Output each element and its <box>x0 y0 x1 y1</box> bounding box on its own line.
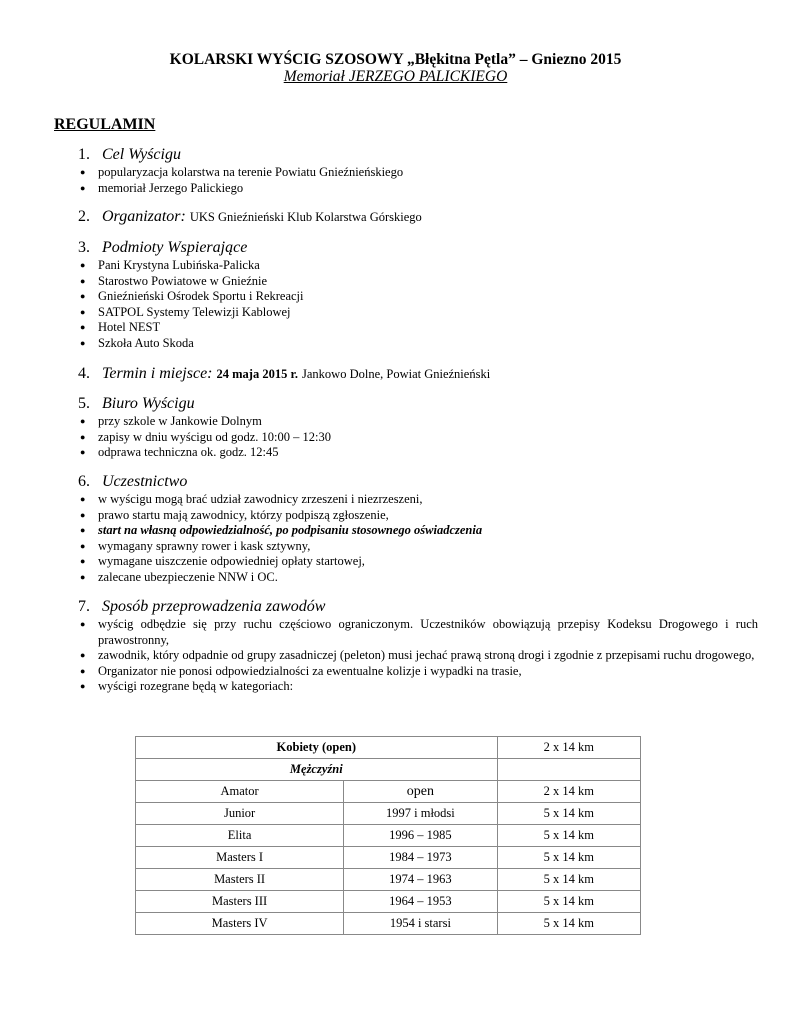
table-row <box>136 891 641 913</box>
list-item: ● odprawa techniczna ok. godz. 12:45 <box>78 445 758 461</box>
document-subtitle: Memoriał JERZEGO PALICKIEGO <box>283 68 508 85</box>
list-item: ● zalecane ubezpieczenie NNW i OC. <box>78 570 758 586</box>
table-cell-group-header: Mężczyźni <box>136 759 498 781</box>
list-item: ● wyścig odbędzie się przy ruchu częściowo ograniczonym. Uczestników obowiązują przepisy Kodeksu Drogowego i ruch prawostronny, <box>78 617 758 648</box>
table-cell-category: Junior <box>136 803 344 825</box>
event-place: Jankowo Dolne, Powiat Gnieźnieński <box>302 367 491 381</box>
table-row <box>136 847 641 869</box>
table-row <box>136 781 641 803</box>
table-cell-years: 1984 – 1973 <box>344 847 497 869</box>
table-cell-category: Masters II <box>136 869 344 891</box>
table-cell-distance: 5 x 14 km <box>497 869 640 891</box>
list-item: ● memoriał Jerzego Palickiego <box>78 181 758 197</box>
list-item: ● Starostwo Powiatowe w Gnieźnie <box>78 274 758 290</box>
table-cell-category: Kobiety (open) <box>136 737 498 759</box>
section-number: 7. <box>78 598 90 615</box>
table-cell-years: 1964 – 1953 <box>344 891 497 913</box>
section-organizator <box>78 207 758 227</box>
section-cel-wyscigu <box>78 145 758 196</box>
table-row <box>136 869 641 891</box>
list-item: ● wyścigi rozegrane będą w kategoriach: <box>78 679 758 695</box>
bullet-list <box>78 414 758 461</box>
table-cell-distance: 2 x 14 km <box>497 781 640 803</box>
section-termin-i-miejsce <box>78 364 758 384</box>
table-cell-years: 1997 i młodsi <box>344 803 497 825</box>
regulamin-heading: REGULAMIN <box>54 116 156 133</box>
section-number: 6. <box>78 473 90 490</box>
table-row <box>136 737 641 759</box>
table-cell-years: 1954 i starsi <box>344 913 497 935</box>
section-title: Termin i miejsce: <box>102 365 213 382</box>
list-item: ● zawodnik, który odpadnie od grupy zasadniczej (peleton) musi jechać prawą stroną drogi i zgodnie z przepisami ruchu drogowego, <box>78 648 758 664</box>
categories-table <box>135 736 641 935</box>
table-cell-years: 1974 – 1963 <box>344 869 497 891</box>
list-item: ● prawo startu mają zawodnicy, którzy podpiszą zgłoszenie, <box>78 508 758 524</box>
table-cell-category: Masters IV <box>136 913 344 935</box>
section-number: 2. <box>78 208 90 225</box>
list-item: ● popularyzacja kolarstwa na terenie Powiatu Gnieźnieńskiego <box>78 165 758 181</box>
table-cell-empty <box>497 759 640 781</box>
table-row <box>136 759 641 781</box>
table-cell-category: Masters I <box>136 847 344 869</box>
list-item: ● SATPOL Systemy Telewizji Kablowej <box>78 305 758 321</box>
section-heading <box>78 472 758 492</box>
section-title: Cel Wyścigu <box>102 146 181 163</box>
section-title: Uczestnictwo <box>102 473 188 490</box>
section-sposob-przeprowadzenia <box>78 597 758 695</box>
table-cell-category: Amator <box>136 781 344 803</box>
section-title: Sposób przeprowadzenia zawodów <box>102 598 326 615</box>
list-item: ● Gnieźnieński Ośrodek Sportu i Rekreacji <box>78 289 758 305</box>
section-title: Biuro Wyścigu <box>102 395 195 412</box>
list-item: ● wymagane uiszczenie odpowiedniej opłaty startowej, <box>78 554 758 570</box>
organizer-name: UKS Gnieźnieński Klub Kolarstwa Górskiego <box>189 210 422 224</box>
section-heading <box>78 394 758 414</box>
table-cell-distance: 2 x 14 km <box>497 737 640 759</box>
table-cell-distance: 5 x 14 km <box>497 913 640 935</box>
table-cell-distance: 5 x 14 km <box>497 825 640 847</box>
table-cell-category: Elita <box>136 825 344 847</box>
list-item: ● w wyścigu mogą brać udział zawodnicy zrzeszeni i niezrzeszeni, <box>78 492 758 508</box>
event-date: 24 maja 2015 r. <box>216 367 298 381</box>
list-item-emphasized: ● start na własną odpowiedzialność, po podpisaniu stosownego oświadczenia <box>78 523 758 539</box>
bullet-list <box>78 492 758 586</box>
bullet-list <box>78 258 758 352</box>
table-cell-category: Masters III <box>136 891 344 913</box>
document-title: KOLARSKI WYŚCIG SZOSOWY „Błękitna Pętla” – Gniezno 2015 <box>169 51 622 68</box>
section-uczestnictwo <box>78 472 758 586</box>
list-item: ● przy szkole w Jankowie Dolnym <box>78 414 758 430</box>
section-number: 4. <box>78 365 90 382</box>
section-podmioty-wspierajace <box>78 238 758 352</box>
section-biuro-wyscigu <box>78 394 758 461</box>
section-heading <box>78 597 758 617</box>
section-title: Organizator: <box>102 208 186 225</box>
table-cell-distance: 5 x 14 km <box>497 891 640 913</box>
table-row <box>136 913 641 935</box>
table-row <box>136 803 641 825</box>
list-item: ● zapisy w dniu wyścigu od godz. 10:00 – 12:30 <box>78 430 758 446</box>
section-heading <box>78 207 758 227</box>
list-item: ● Hotel NEST <box>78 320 758 336</box>
section-number: 5. <box>78 395 90 412</box>
list-item: ● Organizator nie ponosi odpowiedzialności za ewentualne kolizje i wypadki na trasie, <box>78 664 758 680</box>
table-row <box>136 825 641 847</box>
table-cell-distance: 5 x 14 km <box>497 847 640 869</box>
table-cell-distance: 5 x 14 km <box>497 803 640 825</box>
section-number: 3. <box>78 239 90 256</box>
bullet-list <box>78 165 758 196</box>
section-title: Podmioty Wspierające <box>102 239 248 256</box>
table-cell-years: open <box>344 781 497 803</box>
list-item: ● wymagany sprawny rower i kask sztywny, <box>78 539 758 555</box>
section-number: 1. <box>78 146 90 163</box>
section-heading <box>78 364 758 384</box>
list-item: ● Szkoła Auto Skoda <box>78 336 758 352</box>
bullet-list <box>78 617 758 695</box>
table-cell-years: 1996 – 1985 <box>344 825 497 847</box>
section-heading <box>78 238 758 258</box>
section-heading <box>78 145 758 165</box>
list-item: ● Pani Krystyna Lubińska-Palicka <box>78 258 758 274</box>
